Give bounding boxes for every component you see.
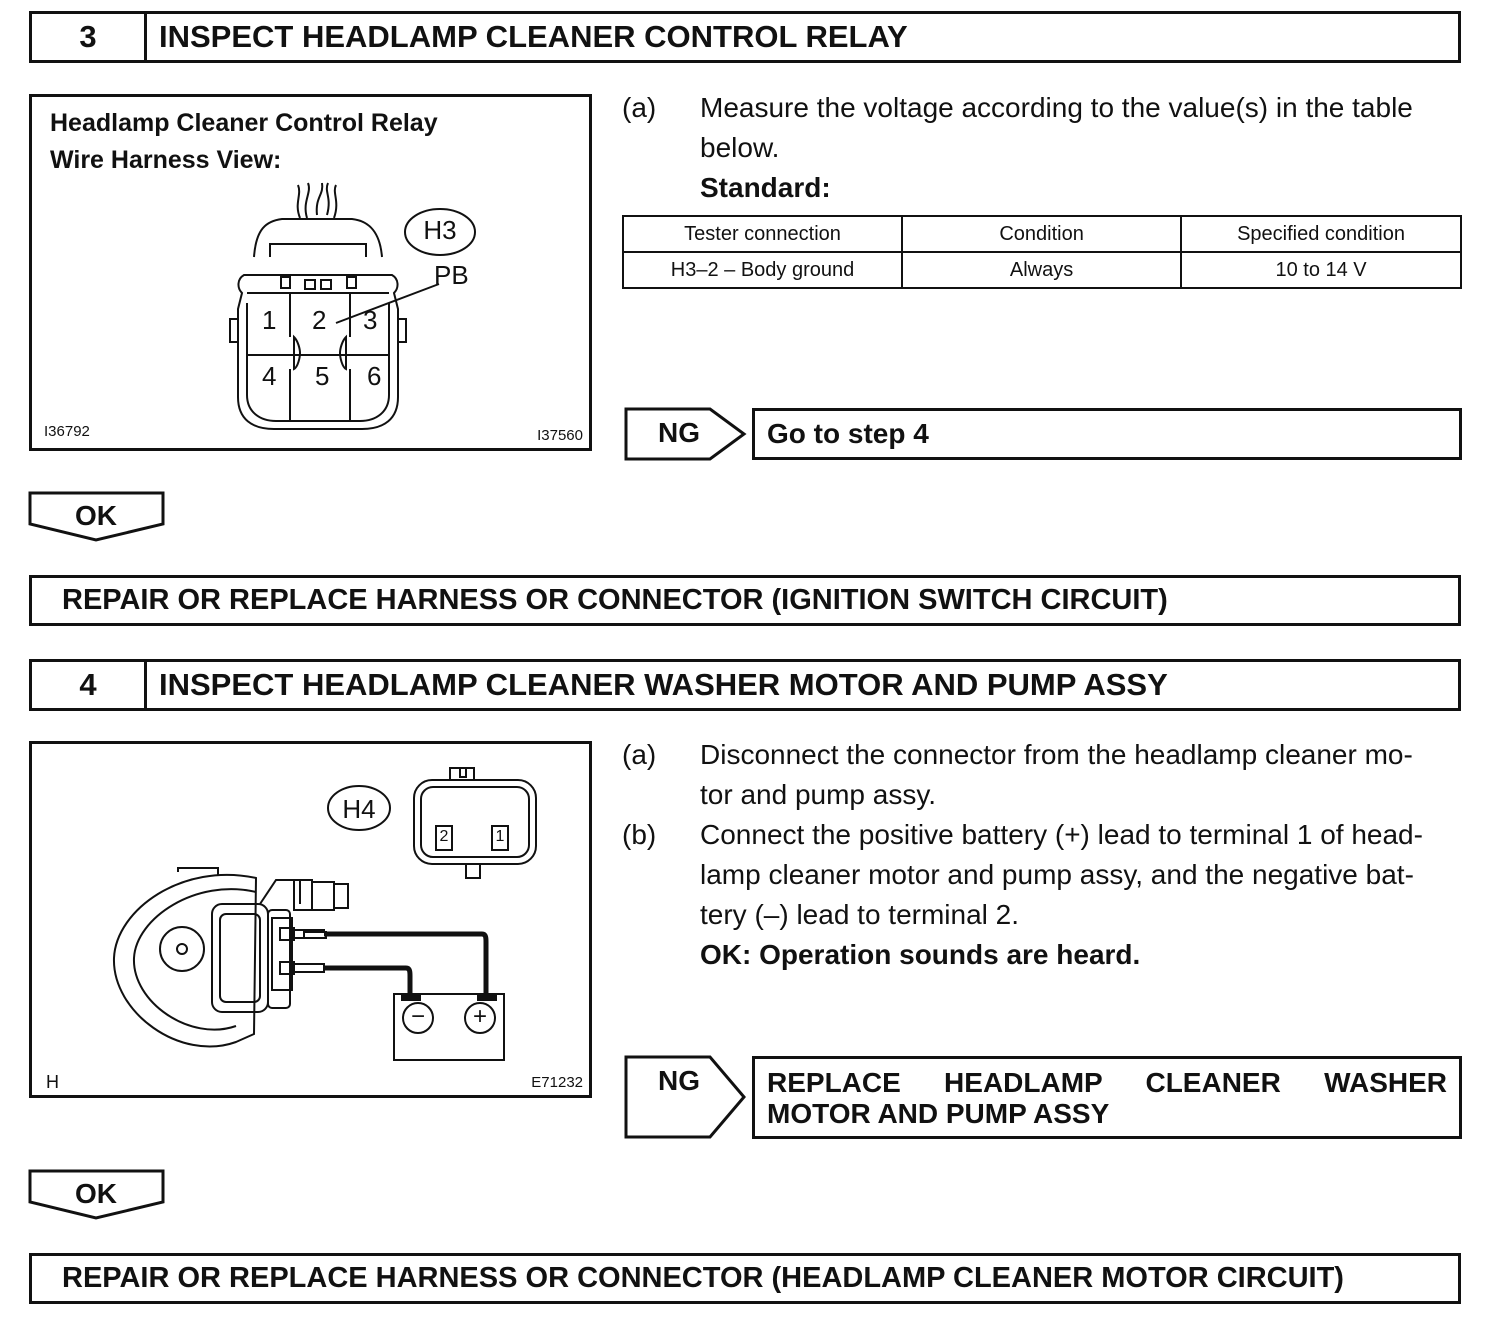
terminal-2: 2 (312, 305, 327, 335)
terminal-label-pb: PB (434, 260, 469, 290)
terminal-3: 3 (363, 305, 378, 335)
motor-pump-drawing (32, 744, 589, 1095)
instruction-text-line: tery (–) lead to terminal 2. (700, 899, 1020, 930)
step4-number: 4 (32, 662, 147, 708)
step4-instruction-b (622, 815, 1472, 975)
step3-result (29, 575, 1461, 626)
spec-table (622, 215, 1462, 289)
table-cell: H3–2 – Body ground (623, 252, 902, 288)
step3-ng-label: NG (658, 417, 700, 448)
step4-ng-action-line-1: REPLACE HEADLAMP CLEANER WASHER (767, 1067, 1447, 1098)
terminal-4: 4 (262, 361, 277, 391)
step3-number: 3 (32, 14, 147, 60)
figure-code-left: H (46, 1072, 59, 1092)
figure-code-left: I36792 (44, 423, 90, 440)
step3-ok-label: OK (75, 500, 117, 531)
h4-terminal-1: 1 (495, 828, 505, 845)
battery-negative-terminal: − (410, 1003, 425, 1030)
table-header: Tester connection (623, 216, 902, 252)
table-cell: 10 to 14 V (1181, 252, 1461, 288)
step4-figure (29, 741, 592, 1098)
step3-header (29, 11, 1461, 63)
figure-code-right: E71232 (531, 1074, 583, 1091)
connector-id-h4: H4 (342, 794, 376, 824)
step4-ng-label: NG (658, 1065, 700, 1096)
step3-title: INSPECT HEADLAMP CLEANER CONTROL RELAY (159, 19, 908, 54)
step3-figure-title-2: Wire Harness View: (50, 146, 282, 174)
ok-statement: OK: Operation sounds are heard. (700, 939, 1141, 970)
standard-label: Standard: (700, 172, 831, 203)
step4-result-text: REPAIR OR REPLACE HARNESS OR CONNECTOR (HEADLAMP CLEANER MOTOR CIRCUIT) (62, 1262, 1344, 1294)
terminal-1: 1 (262, 305, 277, 335)
figure-code-right: I37560 (537, 427, 583, 444)
step3-ng-action: Go to step 4 (767, 418, 929, 449)
table-header-row (623, 216, 1461, 252)
connector-id-h3: H3 (423, 215, 457, 245)
instruction-text-line: below. (700, 132, 780, 163)
battery-positive-terminal: + (472, 1003, 487, 1030)
instruction-label: (a) (622, 92, 657, 123)
instruction-label: (b) (622, 819, 657, 850)
step4-ok-label: OK (75, 1178, 117, 1209)
instruction-text-line: lamp cleaner motor and pump assy, and the negative bat- (700, 859, 1414, 890)
step4-instruction-a (622, 735, 1472, 815)
step4-header (29, 659, 1461, 711)
instruction-label: (a) (622, 739, 657, 770)
instruction-text-line: tor and pump assy. (700, 779, 937, 810)
step4-ng-action-line-2: MOTOR AND PUMP ASSY (767, 1098, 1110, 1129)
step3-figure-title-1: Headlamp Cleaner Control Relay (50, 109, 438, 137)
relay-connector-drawing (32, 97, 589, 448)
instruction-text-line: Disconnect the connector from the headlamp cleaner mo- (700, 739, 1413, 770)
h4-terminal-2: 2 (439, 828, 449, 845)
instruction-text-line: Measure the voltage according to the value(s) in the table (700, 92, 1413, 123)
terminal-5: 5 (315, 361, 330, 391)
step3-result-text: REPAIR OR REPLACE HARNESS OR CONNECTOR (IGNITION SWITCH CIRCUIT) (62, 584, 1168, 616)
step4-result (29, 1253, 1461, 1304)
step3-instruction-a (622, 88, 1472, 208)
step4-ng-action-box (752, 1056, 1462, 1139)
instruction-text-line: Connect the positive battery (+) lead to terminal 1 of head- (700, 819, 1423, 850)
terminal-6: 6 (367, 361, 382, 391)
step3-ng-action-box (752, 408, 1462, 460)
step3-figure (29, 94, 592, 451)
table-header: Condition (902, 216, 1181, 252)
step4-title: INSPECT HEADLAMP CLEANER WASHER MOTOR AND PUMP ASSY (159, 667, 1168, 702)
table-row (623, 252, 1461, 288)
table-header: Specified condition (1181, 216, 1461, 252)
table-cell: Always (902, 252, 1181, 288)
